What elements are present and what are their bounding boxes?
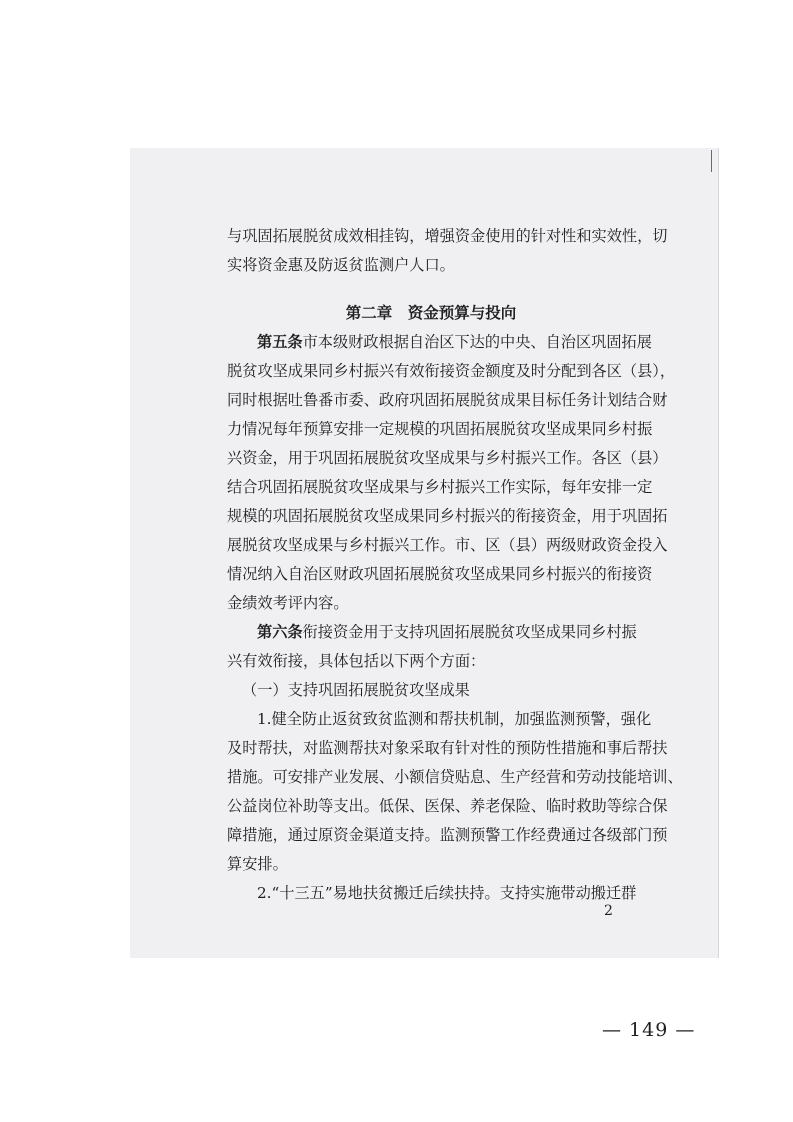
text-line: 障措施，通过原资金渠道支持。监测预警工作经费通过各级部门预 xyxy=(227,826,668,844)
article-5-first-line xyxy=(257,331,652,353)
text-line: 脱贫攻坚成果同乡村振兴有效衔接资金额度及时分配到各区（县）， xyxy=(227,362,676,380)
article-5-label: 第五条 xyxy=(257,333,303,351)
text-line: 金绩效考评内容。 xyxy=(227,594,349,612)
footer-page-number: — 149 — xyxy=(602,1019,696,1041)
text-line: 2.“十三五”易地扶贫搬迁后续扶持。支持实施带动搬迁群 xyxy=(257,884,637,902)
text-line: 措施。可安排产业发展、小额信贷贴息、生产经营和劳动技能培训、 xyxy=(227,768,683,786)
scan-edge-mark xyxy=(711,150,712,172)
article-5-text: 市本级财政根据自治区下达的中央、自治区巩固拓展 xyxy=(302,333,652,351)
text-line: 结合巩固拓展脱贫攻坚成果与乡村振兴工作实际，每年安排一定 xyxy=(227,478,653,496)
text-line: 与巩固拓展脱贫成效相挂钩，增强资金使用的针对性和实效性，切 xyxy=(227,227,668,245)
text-line: 力情况每年预算安排一定规模的巩固拓展脱贫攻坚成果同乡村振 xyxy=(227,420,653,438)
subsection-heading: （一）支持巩固拓展脱贫攻坚成果 xyxy=(242,681,470,699)
article-6-label: 第六条 xyxy=(257,623,303,641)
text-line: 算安排。 xyxy=(227,855,288,873)
text-line: 同时根据吐鲁番市委、政府巩固拓展脱贫成果目标任务计划结合财 xyxy=(227,391,668,409)
article-6-first-line xyxy=(257,621,635,643)
text-line: 兴有效衔接，具体包括以下两个方面： xyxy=(227,652,486,670)
text-line: 实将资金惠及防返贫监测户人口。 xyxy=(227,256,455,274)
text-line: 1.健全防止返贫致贫监测和帮扶机制，加强监测预警，强化 xyxy=(257,710,652,728)
text-line: 展脱贫攻坚成果与乡村振兴工作。市、区（县）两级财政资金投入 xyxy=(227,536,668,554)
text-line: 及时帮扶，对监测帮扶对象采取有针对性的预防性措施和事后帮扶 xyxy=(227,739,668,757)
text-line: 兴资金，用于巩固拓展脱贫攻坚成果与乡村振兴工作。各区（县） xyxy=(227,449,668,467)
text-line: 情况纳入自治区财政巩固拓展脱贫攻坚成果同乡村振兴的衔接资 xyxy=(227,565,653,583)
text-line: 规模的巩固拓展脱贫攻坚成果同乡村振兴的衔接资金，用于巩固拓 xyxy=(227,507,668,525)
inner-page-number: 2 xyxy=(604,903,613,919)
text-line: 公益岗位补助等支出。低保、医保、养老保险、临时救助等综合保 xyxy=(227,797,668,815)
chapter-heading: 第二章 资金预算与投向 xyxy=(345,304,517,322)
article-6-text: 衔接资金用于支持巩固拓展脱贫攻坚成果同乡村振 xyxy=(302,623,637,641)
